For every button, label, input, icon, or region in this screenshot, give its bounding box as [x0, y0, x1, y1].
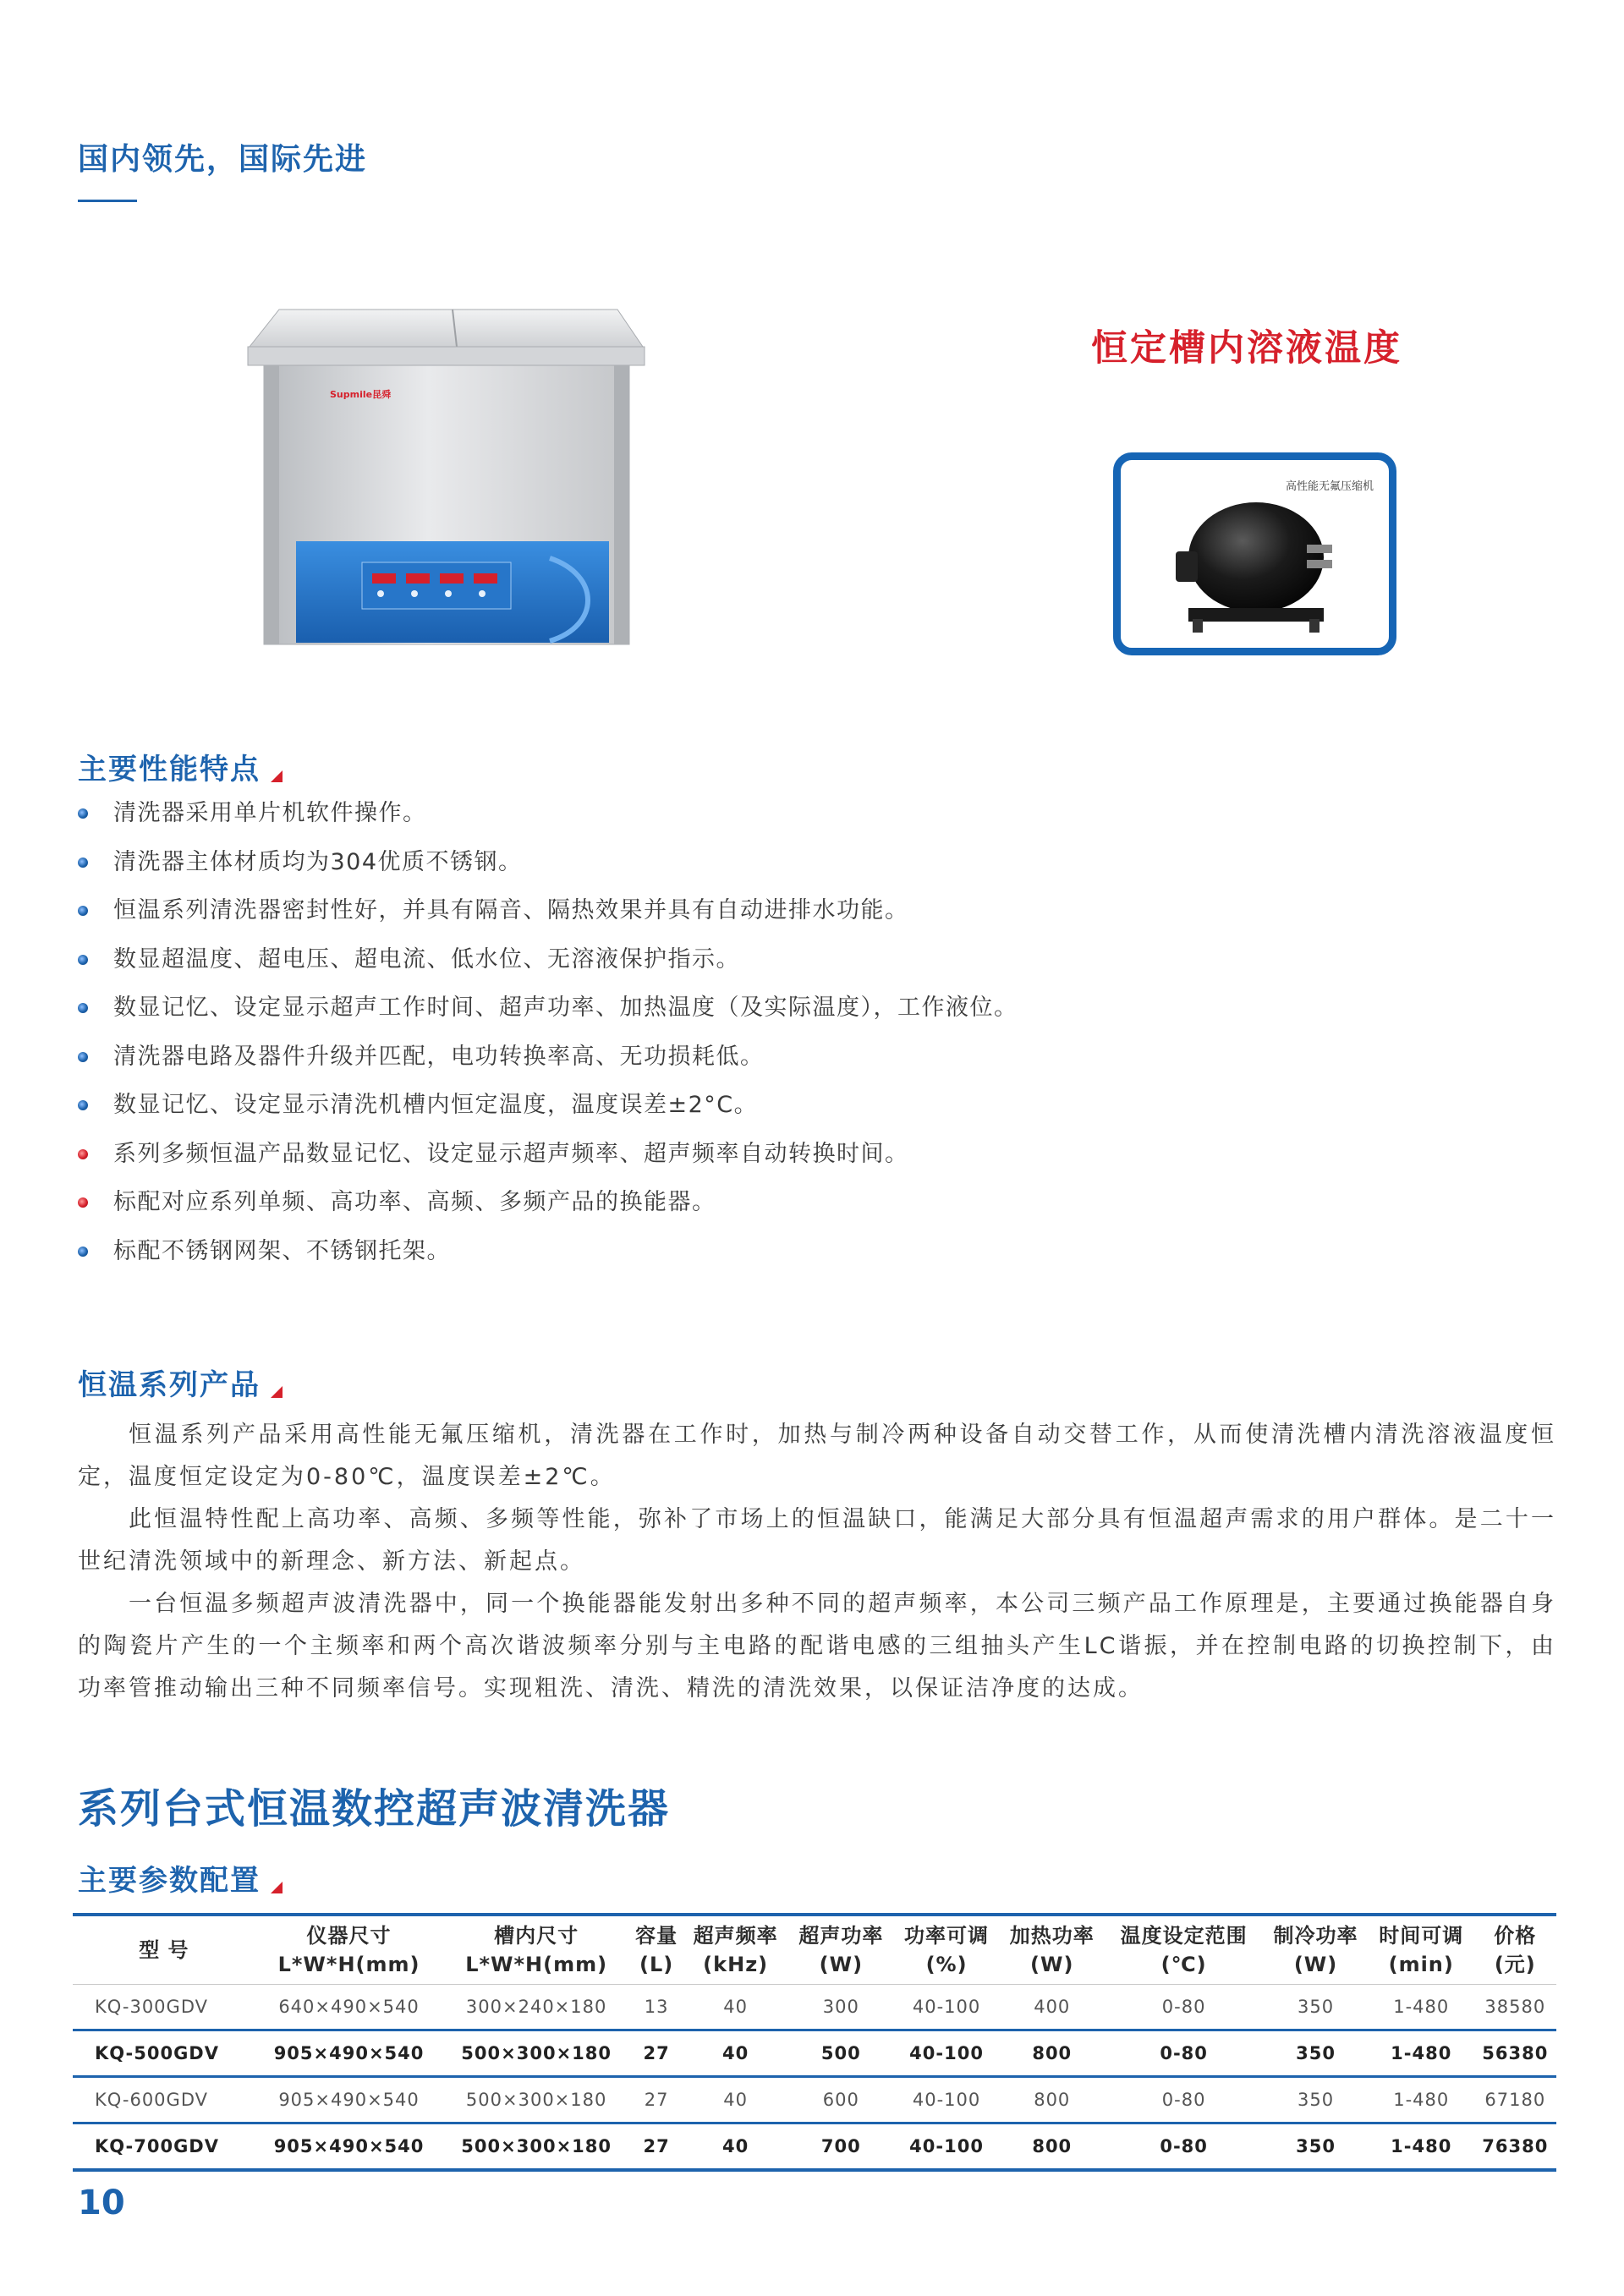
- table-cell: 600: [822, 2090, 859, 2110]
- header-line: (min): [1388, 1953, 1454, 1976]
- table-cell: 400: [1034, 1997, 1071, 2017]
- table-cell: 40-100: [909, 2136, 984, 2156]
- table-cell: 67180: [1484, 2090, 1546, 2110]
- feature-text: 清洗器采用单片机软件操作。: [113, 800, 427, 826]
- series-title: 系列台式恒温数控超声波清洗器: [78, 1785, 671, 1833]
- header-line: 超声功率: [798, 1924, 884, 1948]
- table-cell: 500: [820, 2043, 861, 2063]
- table-cell: 40-100: [912, 2090, 981, 2110]
- table-cell: 1-480: [1391, 2136, 1452, 2156]
- header-line: 价格: [1494, 1924, 1537, 1948]
- feature-item: [78, 1088, 1566, 1137]
- feature-list: [78, 797, 1566, 1283]
- header-line: (℃): [1160, 1953, 1207, 1976]
- compressor-label: 高性能无氟压缩机: [1285, 480, 1374, 493]
- intro-paragraph: 一台恒温多频超声波清洗器中，同一个换能器能发射出多种不同的超声频率，本公司三频产品工作原理是，主要通过换能器自身的陶瓷片产生的一个主频率和两个高次谐波频率分别与主电路的配谐电感的三组抽头产生LC谐振，并在控制电路的切换控制下，由功率管推动输出三种不同频率信号。实现粗洗、清洗、精洗的清洗效果，以保证洁净度的达成。: [78, 1591, 1556, 1701]
- bullet-icon: [78, 1052, 88, 1062]
- bullet-icon: [78, 1247, 88, 1257]
- bullet-icon: [78, 1100, 88, 1110]
- table-cell: 300: [822, 1997, 859, 2017]
- title-marker-icon: [271, 1386, 283, 1398]
- bullet-icon: [78, 808, 88, 819]
- feature-text: 清洗器主体材质均为304优质不锈钢。: [113, 848, 523, 875]
- intro-paragraph: 恒温系列产品采用高性能无氟压缩机，清洗器在工作时，加热与制冷两种设备自动交替工作，从而使清洗槽内清洗溶液温度恒定，温度恒定设定为0-80℃，温度误差±2℃。: [78, 1422, 1556, 1490]
- feature-item: [78, 846, 1566, 895]
- table-cell: 905×490×540: [278, 2090, 420, 2110]
- header-line: L*W*H(mm): [277, 1953, 420, 1976]
- feature-item: [78, 1186, 1566, 1235]
- table-cell: 500×300×180: [465, 2090, 607, 2110]
- table-cell: 0-80: [1161, 1997, 1206, 2017]
- feature-item: [78, 1040, 1566, 1089]
- bullet-icon: [78, 1003, 88, 1013]
- feature-item: [78, 1235, 1566, 1284]
- table-cell: 27: [643, 2136, 670, 2156]
- header-cell: [255, 1915, 443, 1985]
- table-row: [73, 2077, 1556, 2123]
- table-cell: 800: [1032, 2043, 1073, 2063]
- header-line: (元): [1494, 1953, 1536, 1976]
- table-cell: KQ-500GDV: [95, 2043, 219, 2063]
- params-title: [78, 1857, 283, 1899]
- bullet-icon: [78, 1197, 88, 1208]
- feature-item: [78, 1137, 1566, 1186]
- header-cell: [1474, 1915, 1556, 1985]
- intro-title-text: 恒温系列产品: [78, 1368, 261, 1402]
- header-line: (W): [1030, 1953, 1074, 1976]
- header-cell: [630, 1915, 683, 1985]
- table-cell: 76380: [1482, 2136, 1549, 2156]
- header-cell: [73, 1915, 255, 1985]
- header-line: (L): [639, 1953, 674, 1976]
- compressor-image: [1146, 485, 1366, 638]
- features-title: [78, 746, 283, 787]
- bullet-icon: [78, 906, 88, 916]
- header-cell: [894, 1915, 1000, 1985]
- highlight-title: 恒定槽内溶液温度: [1091, 327, 1402, 370]
- intro-title: [78, 1362, 283, 1403]
- header-line: 加热功率: [1009, 1924, 1095, 1948]
- machine-brand: Supmile昆舜: [330, 389, 392, 400]
- feature-text: 清洗器电路及器件升级并匹配，电功转换率高、无功损耗低。: [113, 1043, 765, 1070]
- params-title-text: 主要参数配置: [78, 1864, 261, 1898]
- header-cell: [1105, 1915, 1263, 1985]
- table-cell: 13: [644, 1997, 669, 2017]
- table-cell: 800: [1032, 2136, 1073, 2156]
- header-line: 容量: [635, 1924, 678, 1948]
- header-cell: [442, 1915, 630, 1985]
- table-cell: 56380: [1482, 2043, 1549, 2063]
- table-cell: 350: [1297, 2090, 1335, 2110]
- header-line: (%): [925, 1953, 968, 1976]
- title-marker-icon: [271, 1882, 283, 1893]
- table-cell: 40: [723, 2090, 749, 2110]
- table-cell: 350: [1296, 2043, 1336, 2063]
- table-cell: 40: [723, 1997, 749, 2017]
- bullet-icon: [78, 858, 88, 868]
- feature-item: [78, 943, 1566, 992]
- compressor-card: [1113, 452, 1396, 655]
- header-line: 功率可调: [904, 1924, 990, 1948]
- header-line: (W): [1293, 1953, 1338, 1976]
- feature-text: 数显记忆、设定显示清洗机槽内恒定温度，温度误差±2°C。: [113, 1092, 759, 1118]
- header-line: 超声频率: [693, 1924, 778, 1948]
- table-cell: 1-480: [1393, 1997, 1450, 2017]
- header-cell: [683, 1915, 788, 1985]
- feature-text: 恒温系列清洗器密封性好，并具有隔音、隔热效果并具有自动进排水功能。: [113, 897, 909, 923]
- table-cell: 500×300×180: [461, 2043, 612, 2063]
- page-slogan: 国内领先，国际先进: [78, 142, 368, 177]
- feature-text: 数显超温度、超电压、超电流、低水位、无溶液保护指示。: [113, 945, 740, 973]
- title-marker-icon: [271, 770, 283, 782]
- table-cell: 350: [1297, 1997, 1335, 2017]
- bullet-icon: [78, 955, 88, 965]
- page-number: 10: [78, 2184, 125, 2222]
- table-cell: 905×490×540: [273, 2043, 425, 2063]
- table-cell: 40-100: [912, 1997, 981, 2017]
- header-cell: [999, 1915, 1105, 1985]
- table-cell: 700: [820, 2136, 861, 2156]
- table-cell: KQ-600GDV: [95, 2090, 208, 2110]
- slogan-underline: [78, 200, 137, 202]
- table-cell: KQ-700GDV: [95, 2136, 219, 2156]
- header-line: (W): [819, 1953, 864, 1976]
- header-cell: [1369, 1915, 1474, 1985]
- intro-paragraph: 此恒温特性配上高功率、高频、多频等性能，弥补了市场上的恒温缺口，能满足大部分具有恒温超声需求的用户群体。是二十一世纪清洗领域中的新理念、新方法、新起点。: [78, 1506, 1556, 1575]
- table-cell: 500×300×180: [461, 2136, 612, 2156]
- table-cell: 0-80: [1160, 2043, 1208, 2063]
- table-cell: 1-480: [1391, 2043, 1452, 2063]
- table-row: [73, 1985, 1556, 2030]
- table-cell: 0-80: [1160, 2136, 1208, 2156]
- table-cell: 27: [644, 2090, 669, 2110]
- feature-text: 数显记忆、设定显示超声工作时间、超声功率、加热温度（及实际温度），工作液位。: [113, 995, 1018, 1021]
- feature-text: 系列多频恒温产品数显记忆、设定显示超声频率、超声频率自动转换时间。: [113, 1140, 909, 1167]
- feature-item: [78, 894, 1566, 943]
- ultrasonic-cleaner-image: [245, 304, 647, 651]
- header-cell: [1263, 1915, 1369, 1985]
- table-row: [73, 2030, 1556, 2077]
- header-line: 仪器尺寸: [306, 1924, 392, 1948]
- table-cell: 0-80: [1161, 2090, 1206, 2110]
- feature-text: 标配对应系列单频、高功率、高频、多频产品的换能器。: [113, 1189, 716, 1215]
- bullet-icon: [78, 1149, 88, 1159]
- table-cell: 640×490×540: [278, 1997, 420, 2017]
- header-line: 时间可调: [1379, 1924, 1464, 1948]
- table-cell: 40: [722, 2136, 749, 2156]
- table-cell: 905×490×540: [273, 2136, 425, 2156]
- table-row: [73, 2123, 1556, 2171]
- table-cell: 1-480: [1393, 2090, 1450, 2110]
- table-header-row: [73, 1915, 1556, 1985]
- header-cell: [788, 1915, 894, 1985]
- table-cell: 800: [1034, 2090, 1071, 2110]
- params-table: [73, 1913, 1556, 2172]
- table-cell: 350: [1296, 2136, 1336, 2156]
- table-cell: 27: [643, 2043, 670, 2063]
- header-line: 温度设定范围: [1120, 1924, 1248, 1948]
- table-cell: KQ-300GDV: [95, 1997, 208, 2017]
- header-line: (kHz): [703, 1953, 769, 1976]
- feature-item: [78, 797, 1566, 846]
- intro-text: [78, 1414, 1556, 1710]
- header-line: 槽内尺寸: [494, 1924, 579, 1948]
- header-line: 制冷功率: [1273, 1924, 1358, 1948]
- feature-item: [78, 991, 1566, 1040]
- header-line: 型 号: [139, 1938, 189, 1962]
- header-line: L*W*H(mm): [465, 1953, 608, 1976]
- table-cell: 300×240×180: [465, 1997, 607, 2017]
- table-cell: 40: [722, 2043, 749, 2063]
- features-title-text: 主要性能特点: [78, 753, 261, 786]
- feature-text: 标配不锈钢网架、不锈钢托架。: [113, 1237, 451, 1264]
- table-cell: 40-100: [909, 2043, 984, 2063]
- table-cell: 38580: [1484, 1997, 1546, 2017]
